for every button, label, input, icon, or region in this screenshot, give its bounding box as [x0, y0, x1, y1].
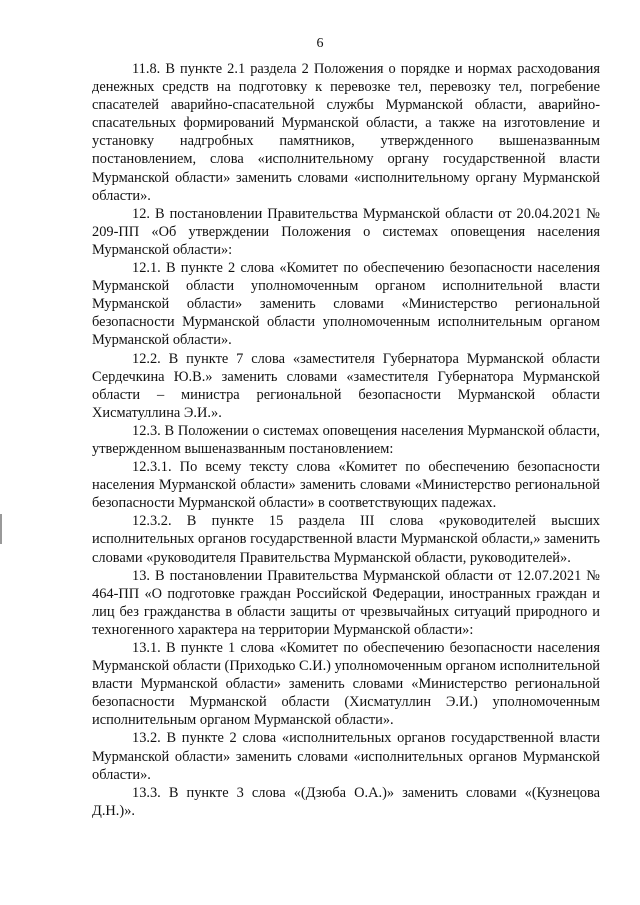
paragraph-12: 12. В постановлении Правительства Мурманской области от 20.04.2021 № 209-ПП «Об утверждении Положения о системах оповещения населения Мурманской области»:	[92, 205, 600, 258]
paragraph-12-2: 12.2. В пункте 7 слова «заместителя Губернатора Мурманской области Сердечкина Ю.В.» заменить словами «заместителя Губернатора Мурманской области – министра региональной безопасности Мурманской области Хисматуллина Э.И.».	[92, 350, 600, 421]
paragraph-13-3: 13.3. В пункте 3 слова «(Дзюба О.А.)» заменить словами «(Кузнецова Д.Н.)».	[92, 784, 600, 819]
paragraph-11-8: 11.8. В пункте 2.1 раздела 2 Положения о порядке и нормах расходования денежных средств на подготовку к перевозке тел, перевозку тел, погребение спасателей аварийно-спасательной службы Мурманской области, аварийно-спасательных формирований Мурманской области, а также на изготовление и установку надгробных памятников, утвержденного вышеназванным постановлением, слова «исполнительному органу государственной власти Мурманской области» заменить словами «исполнительному органу Мурманской области».	[92, 61, 600, 204]
paragraph-12-3-2: 12.3.2. В пункте 15 раздела III слова «руководителей высших исполнительных органов государственной власти Мурманской области,» заменить словами «руководителя Правительства Мурманской области, руководителей».	[92, 513, 600, 566]
margin-scan-mark	[0, 514, 2, 544]
paragraph-12-1: 12.1. В пункте 2 слова «Комитет по обеспечению безопасности населения Мурманской области уполномоченным органом исполнительной власти Мурманской области» заменить словами «Министерство региональной безопасности Мурманской области уполномоченным исполнительным органом Мурманской области».	[92, 260, 600, 349]
paragraph-12-3: 12.3. В Положении о системах оповещения населения Мурманской области, утвержденном вышеназванным постановлением:	[92, 422, 600, 457]
paragraph-13-1: 13.1. В пункте 1 слова «Комитет по обеспечению безопасности населения Мурманской области (Приходько С.И.) уполномоченным органом исполнительной власти Мурманской области» заменить словами «Министерство региональной безопасности Мурманской области (Хисматуллин Э.И.) уполномоченным исполнительным органом Мурманской области».	[92, 640, 601, 729]
page-number: 6	[316, 36, 324, 51]
paragraph-12-3-1: 12.3.1. По всему тексту слова «Комитет по обеспечению безопасности населения Мурманской области» заменить словами «Министерство региональной безопасности Мурманской области» в соответствующих падежах.	[92, 459, 600, 512]
paragraph-13: 13. В постановлении Правительства Мурманской области от 12.07.2021 № 464-ПП «О подготовке граждан Российской Федерации, иностранных граждан и лиц без гражданства в области защиты от чрезвычайных ситуаций природного и техногенного характера на территории Мурманской области»:	[92, 567, 600, 638]
document-body	[92, 60, 600, 820]
paragraph-13-2: 13.2. В пункте 2 слова «исполнительных органов государственной власти Мурманской области» заменить словами «исполнительных органов Мурманской области».	[92, 730, 600, 783]
